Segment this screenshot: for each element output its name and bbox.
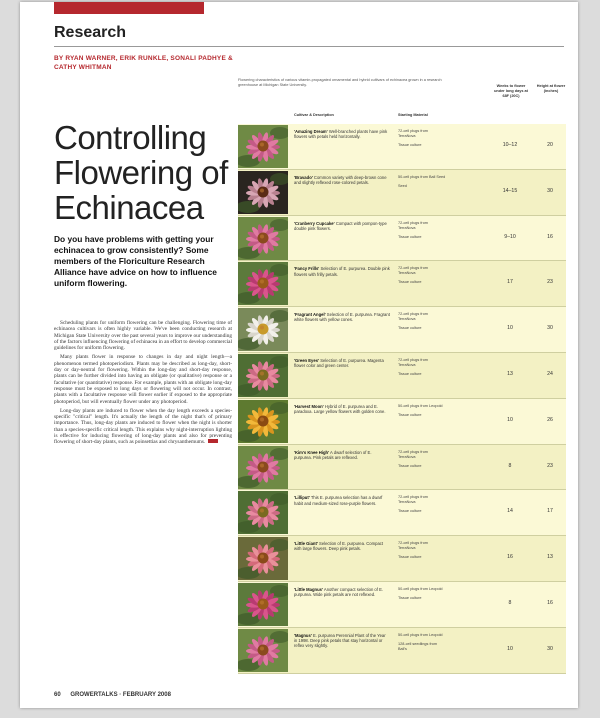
cultivar-name: 'Green Eyes': [294, 357, 320, 363]
flower-height: 30: [547, 187, 553, 194]
cultivar-photo: [238, 491, 288, 534]
table-row: [238, 261, 566, 307]
byline: BY RYAN WARNER, ERIK RUNKLE, SONALI PADHYE & CATHY WHITMAN: [54, 55, 233, 71]
weeks-to-flower: 14–15: [502, 187, 518, 194]
cultivar-photo: [238, 446, 288, 489]
starting-material: [398, 587, 446, 605]
cultivar-desc-text: Compact with pompon-type double pink flowers.: [294, 220, 387, 231]
flower-height: 16: [547, 599, 553, 606]
starting-material-item: 50-cell plugs from Leopold: [398, 403, 443, 408]
weeks-to-flower: 8: [508, 599, 512, 606]
starting-material-item: Tissue culture: [398, 234, 422, 239]
table-row: [238, 399, 566, 445]
flower-photo-icon: [238, 217, 288, 260]
cultivar-name: 'Little Magnus': [294, 586, 323, 592]
flower-photo-icon: [238, 491, 288, 534]
starting-material-item: 50-cell plugs from Leopold: [398, 586, 443, 591]
flower-photo-icon: [238, 262, 288, 305]
starting-material: [398, 129, 446, 152]
cultivar-description: [294, 404, 390, 415]
section-divider: [54, 46, 564, 47]
cultivar-photo: [238, 217, 288, 260]
cultivar-desc-text: Another compact selection of E. purpurea. Wide pink petals are not reflexed.: [294, 586, 384, 598]
cultivar-desc-text: Hybrid of E. purpurea and E. paradoxa. Large yellow flowers with golden cone.: [294, 403, 386, 415]
starting-material: [398, 221, 446, 244]
table-row: [238, 582, 566, 628]
starting-material-item: 50-cell plugs from Ball Seed: [398, 174, 446, 179]
starting-material: [398, 404, 446, 422]
cultivar-desc-text: This E. purpurea selection has a dwarf habit and medium-sized rose-purple flowers.: [294, 495, 383, 506]
table-row: [238, 216, 566, 262]
starting-material: [398, 541, 446, 564]
flower-photo-icon: [238, 537, 288, 580]
flower-photo-icon: [238, 308, 288, 351]
table-caption: Flowering characteristics of various vitamin-propagated ornamental and hybrid cultivars of echinacea grown in a research greenhouse at Michigan State University.: [238, 78, 442, 87]
weeks-to-flower: 9–10: [504, 233, 516, 240]
starting-material-item: 50-cell plugs from Leopold: [398, 632, 443, 637]
cultivar-photo: [238, 125, 288, 168]
cultivar-table: [238, 84, 566, 674]
cultivar-name: 'Amazing Dream': [294, 129, 328, 134]
cultivar-name: 'Cranberry Cupcake': [294, 220, 335, 226]
continued-marker-icon: [208, 439, 218, 443]
cultivar-description: [294, 495, 390, 506]
flower-photo-icon: [238, 583, 288, 626]
cultivar-desc-text: Selection of E. purpurea. Fragrant white flowers with yellow cones.: [294, 312, 390, 323]
cultivar-description: [294, 312, 390, 323]
weeks-to-flower: 13: [507, 370, 513, 377]
cultivar-photo: [238, 354, 288, 397]
starting-material-item: Tissue culture: [398, 595, 422, 600]
starting-material-item: Tissue culture: [398, 463, 422, 468]
table-row: [238, 307, 566, 353]
cultivar-name: 'Magnus': [294, 632, 312, 638]
magazine-page: [20, 2, 578, 708]
cultivar-desc-text: Selection of E. purpurea. Compact with large flowers. Deep pink petals.: [294, 541, 384, 552]
table-row: [238, 445, 566, 491]
weeks-to-flower: 10–12: [502, 142, 518, 148]
page-footer: [54, 692, 171, 698]
cultivar-desc-text: E. purpurea Perennial Plant of the Year in 1998. Deep pink petals that stay horizontal or reflex very slightly.: [294, 632, 386, 649]
starting-material: [398, 450, 446, 473]
cultivar-description: [294, 541, 390, 552]
cultivar-name: 'Harvest Moon': [294, 403, 324, 409]
weeks-to-flower: 10: [507, 645, 513, 652]
flower-photo-icon: [238, 125, 288, 168]
cultivar-desc-text: A dwarf selection of E. purpurea. Pink petals are reflexed.: [294, 449, 372, 460]
starting-material-item: Tissue culture: [398, 326, 422, 331]
header-weeks-to-flower: Weeks to flower under long days at 68F (20C): [494, 84, 528, 98]
flower-height: 24: [547, 370, 553, 377]
flower-height: 17: [547, 508, 553, 515]
cultivar-photo: [238, 583, 288, 626]
body-paragraph: [54, 408, 232, 446]
weeks-to-flower: 16: [507, 554, 513, 561]
flower-height: 26: [547, 416, 553, 423]
body-paragraph-text: Long-day plants are induced to flower when the day length exceeds a species-specific "critical" length. It's actually the length of the night that's of primary importance. Thus, long-day plants are induced to flower when the night is shorter than a species-specific critical length. This explains why night-interruption lighting is effective for inducing flowering of long-day plants and also for preventing flowering of short-day plants, such as poinsettias and chrysanthemums.: [54, 407, 232, 446]
flower-photo-icon: [238, 629, 288, 672]
starting-material: [398, 266, 446, 289]
starting-material-item: Tissue culture: [398, 555, 422, 560]
publication-name: GROWERTALKS · FEBRUARY 2008: [70, 692, 171, 698]
cultivar-description: [294, 129, 390, 140]
section-label: Research: [54, 24, 127, 41]
cultivar-photo: [238, 171, 288, 214]
starting-material-item: 72-cell plugs from TerraNova: [398, 129, 428, 138]
cultivar-photo: [238, 629, 288, 672]
starting-material-item: Tissue culture: [398, 412, 422, 417]
starting-material-item: Tissue culture: [398, 143, 422, 147]
flower-height: 23: [547, 279, 553, 286]
starting-material-item: Seed: [398, 183, 407, 188]
table-body: [238, 124, 566, 674]
starting-material-item: 72-cell plugs from TerraNova: [398, 357, 428, 367]
cultivar-description: [294, 358, 390, 369]
starting-material-item: 72-cell plugs from TerraNova: [398, 541, 428, 551]
article-title: Controlling Flowering of Echinacea: [54, 119, 228, 226]
cultivar-name: 'Bravado': [294, 174, 313, 180]
starting-material-item: 72-cell plugs from TerraNova: [398, 495, 428, 505]
flower-height: 13: [547, 554, 553, 561]
starting-material-item: 128-cell seedlings from Ball's: [398, 641, 438, 651]
flower-photo-icon: [238, 171, 288, 214]
cultivar-name: 'Kim's Knee High': [294, 449, 330, 455]
article-lede: Do you have problems with getting your echinacea to grow consistently? Some members of the Floriculture Research Alliance have advice on how to influence uniform flowering.: [54, 234, 217, 288]
starting-material-item: 72-cell plugs from TerraNova: [398, 220, 428, 230]
table-row: [238, 170, 566, 216]
body-paragraph: Many plants flower in response to changes in day and night length—a phenomenon termed photoperiodism. Plants may be described as long-day, short-day or day-neutral for flowering. Within the long-day and short-day response, plants can be further divided into having an obligate (or qualitative) response or a facultative (or quantitative) response. For example, plants with an obligate long-day response must be exposed to long days or flowering will not occur. In contrast, plants with a facultative response will flower earlier if exposed to the appropriate photoperiod, but will eventually flower under any photoperiod.: [54, 354, 232, 405]
cultivar-photo: [238, 308, 288, 351]
body-paragraph: Scheduling plants for uniform flowering can be challenging. Flowering time of echinacea cultivars is often highly variable. We've been conducting research at Michigan State University over the past several years to improve our understanding of the factors influencing flowering of echinacea in an effort to develop commercial guidelines for uniform flowering.: [54, 320, 232, 352]
table-header: [238, 84, 566, 124]
header-height: Height at flower (inches): [536, 84, 566, 93]
flower-photo-icon: [238, 446, 288, 489]
flower-height: 30: [547, 645, 553, 652]
cultivar-description: [294, 587, 390, 598]
cultivar-desc-text: Well-branched plants have pink flowers with petals held horizontally.: [294, 129, 388, 140]
cultivar-photo: [238, 262, 288, 305]
flower-photo-icon: [238, 354, 288, 397]
starting-material-item: 72-cell plugs from TerraNova: [398, 312, 428, 322]
cultivar-description: [294, 266, 390, 277]
cultivar-description: [294, 175, 390, 186]
table-row: [238, 124, 566, 170]
flower-height: 23: [547, 462, 553, 469]
starting-material: [398, 175, 446, 193]
flower-photo-icon: [238, 400, 288, 443]
cultivar-desc-text: Common variety with deep-brown cone and slightly reflexed rose-colored petals.: [294, 174, 387, 186]
table-row: [238, 536, 566, 582]
cultivar-desc-text: Selection of E. purpurea. Magenta flower color and green center.: [294, 357, 384, 369]
cultivar-name: 'Fancy Frills': [294, 266, 320, 272]
cultivar-photo: [238, 537, 288, 580]
starting-material: [398, 312, 446, 335]
table-row: [238, 628, 566, 674]
weeks-to-flower: 10: [507, 325, 513, 332]
cultivar-name: 'Little Giant': [294, 541, 318, 547]
cultivar-name: 'Fragrant Angel': [294, 312, 326, 318]
page-number: 60: [54, 692, 61, 698]
weeks-to-flower: 10: [507, 416, 513, 423]
cultivar-photo: [238, 400, 288, 443]
cultivar-name: 'Lilliput': [294, 495, 310, 501]
header-cultivar: Cultivar & Description: [294, 113, 334, 117]
table-row: [238, 353, 566, 399]
accent-bar: [54, 2, 204, 14]
starting-material-item: 72-cell plugs from TerraNova: [398, 266, 428, 276]
starting-material: [398, 633, 446, 656]
starting-material-item: Tissue culture: [398, 509, 422, 514]
starting-material: [398, 495, 446, 518]
table-row: [238, 490, 566, 536]
flower-height: 16: [547, 233, 553, 240]
starting-material-item: Tissue culture: [398, 280, 422, 285]
weeks-to-flower: 17: [507, 279, 513, 286]
flower-height: 20: [547, 142, 553, 148]
starting-material-item: Tissue culture: [398, 371, 422, 376]
weeks-to-flower: 14: [507, 508, 513, 515]
starting-material: [398, 358, 446, 381]
cultivar-description: [294, 633, 390, 649]
cultivar-description: [294, 221, 390, 232]
header-starting-material: Starting Material: [398, 113, 428, 117]
cultivar-desc-text: Selection of E. purpurea. Double pink flowers with frilly petals.: [294, 266, 390, 277]
article-body: [54, 320, 232, 449]
starting-material-item: 72-cell plugs from TerraNova: [398, 449, 428, 459]
flower-height: 30: [547, 325, 553, 332]
cultivar-description: [294, 450, 390, 461]
weeks-to-flower: 8: [508, 462, 512, 469]
